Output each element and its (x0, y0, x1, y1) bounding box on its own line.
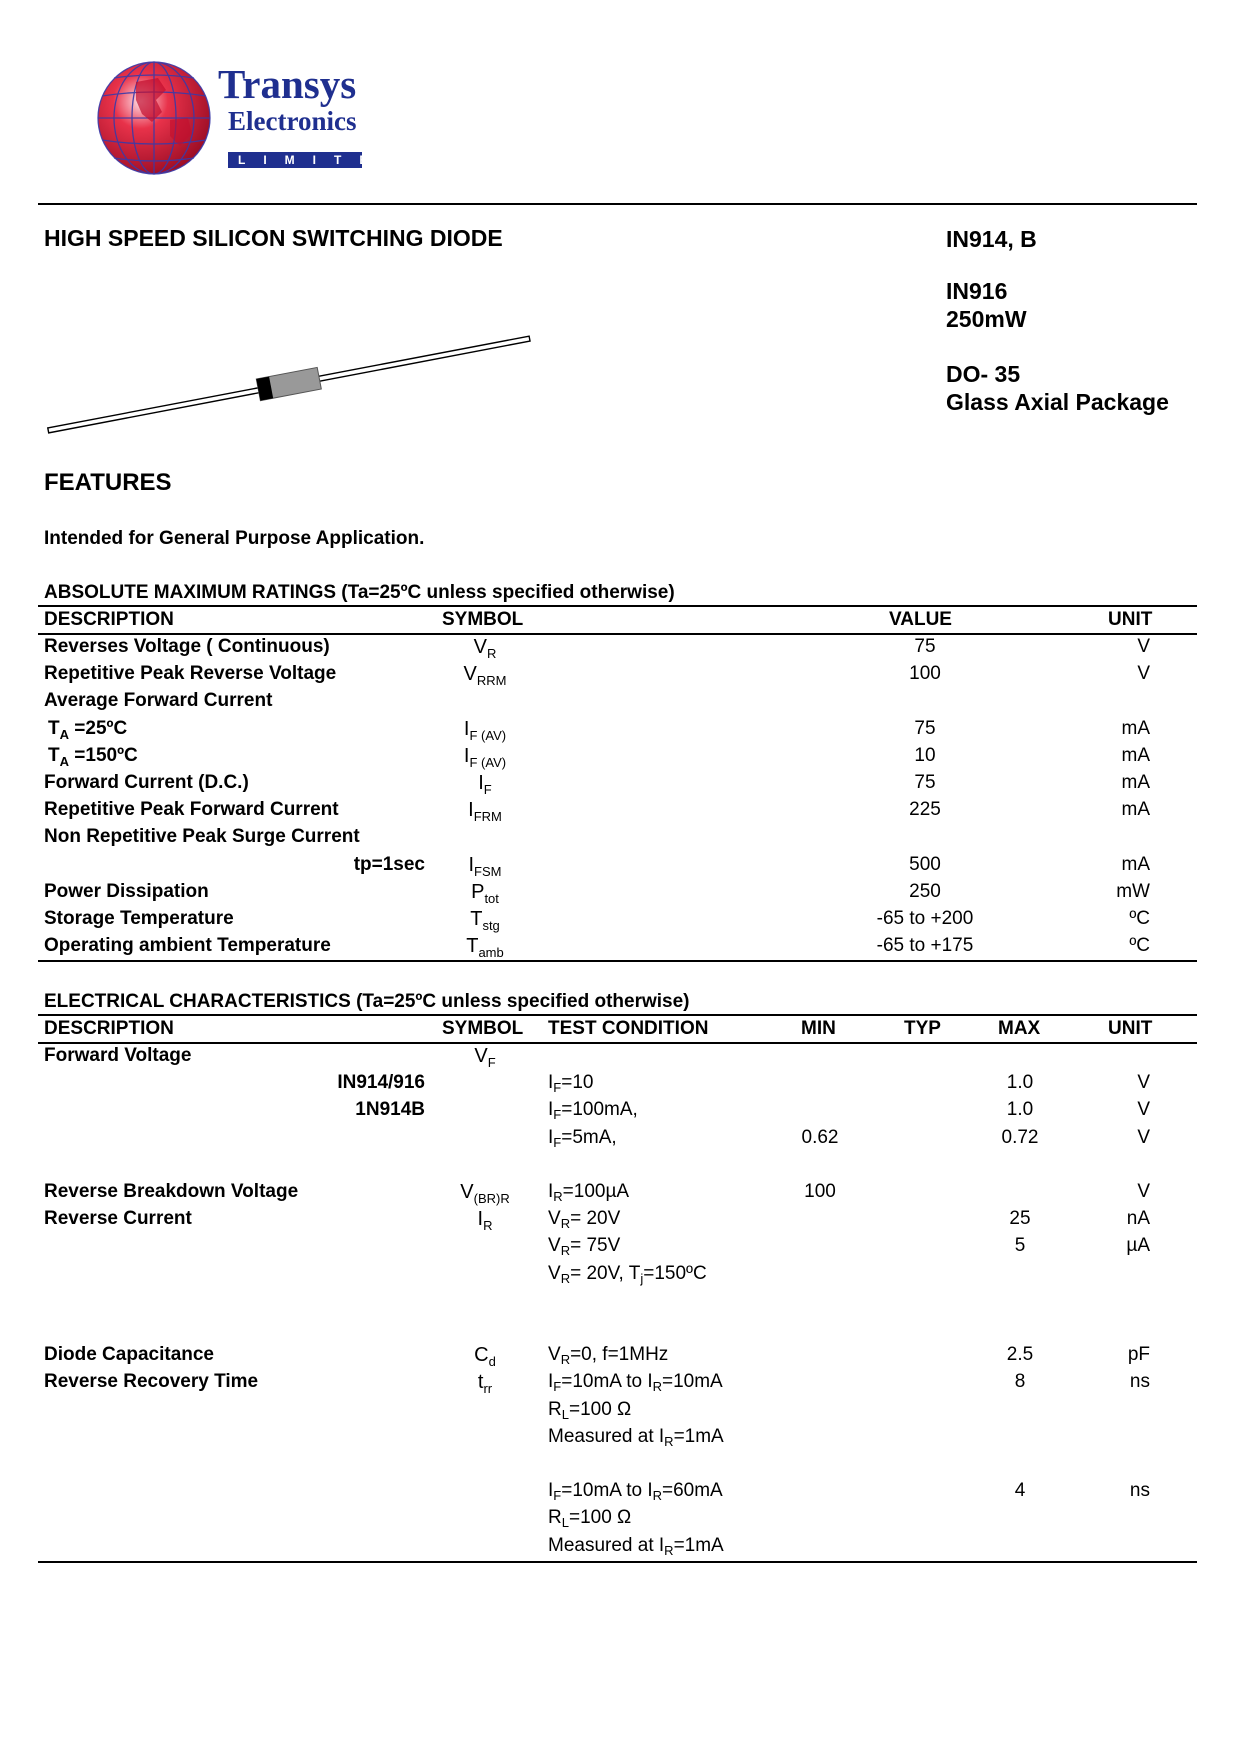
features-heading: FEATURES (44, 469, 172, 496)
table-row (0, 881, 1240, 908)
table-row (0, 1235, 1240, 1262)
table-spacer-row (0, 1290, 1240, 1317)
row-symbol (440, 854, 530, 879)
symbol-subscript: F (AV) (469, 727, 507, 743)
table-row (0, 1399, 1240, 1426)
row-test-condition (548, 1208, 620, 1231)
test-subscript: L (561, 1515, 569, 1531)
row-value: 75 (914, 636, 936, 657)
symbol-subscript: FSM (474, 863, 502, 879)
test-subscript: R (652, 1379, 662, 1395)
symbol-main: V (473, 636, 487, 658)
row-value: -65 to +175 (876, 935, 974, 957)
row-unit: pF (1127, 1344, 1150, 1366)
row-min: 100 (804, 1181, 836, 1202)
table-row (0, 799, 1240, 826)
elec-title: ELECTRICAL CHARACTERISTICS (Ta=25ºC unless specified otherwise) (44, 991, 690, 1012)
abs-col-value: VALUE (889, 609, 952, 630)
diode-package-drawing (44, 330, 534, 440)
row-value: 250 (909, 880, 941, 902)
desc-symbol: T (48, 717, 60, 739)
row-symbol (440, 772, 530, 797)
elec-col-test: TEST CONDITION (548, 1018, 709, 1039)
row-unit: nA (1126, 1208, 1150, 1230)
test-subscript: R (560, 1352, 571, 1368)
package-name: DO- 35 (946, 361, 1021, 387)
test-text: V (548, 1208, 561, 1230)
table-row (0, 1480, 1240, 1507)
row-unit: ºC (1129, 935, 1150, 957)
test-subscript: L (561, 1406, 569, 1422)
abs-col-symbol: SYMBOL (442, 609, 524, 630)
row-description (48, 718, 127, 742)
row-symbol (440, 799, 530, 824)
row-description: Reverse Breakdown Voltage (44, 1181, 299, 1202)
row-symbol (440, 1371, 530, 1396)
abs-max-title: ABSOLUTE MAXIMUM RATINGS (Ta=25ºC unless specified otherwise) (44, 582, 675, 603)
abs-max-bottom-rule (38, 960, 1197, 962)
row-max: 5 (1014, 1235, 1026, 1257)
logo-name: Transys (218, 61, 357, 107)
row-description: Storage Temperature (44, 908, 234, 929)
test-subscript: F (553, 1488, 562, 1504)
desc-subscript: A (59, 726, 69, 742)
row-description: Reverse Recovery Time (44, 1371, 259, 1393)
test-text: I (548, 1181, 554, 1202)
row-description: Repetitive Peak Reverse Voltage (44, 663, 337, 685)
row-symbol (440, 935, 530, 960)
row-description: Diode Capacitance (44, 1344, 214, 1366)
test-subscript: R (560, 1270, 571, 1286)
symbol-main: I (478, 772, 484, 794)
row-test-condition (548, 1072, 593, 1095)
row-unit: V (1137, 1181, 1150, 1202)
abs-col-description: DESCRIPTION (44, 609, 174, 630)
row-test-condition (548, 1507, 631, 1530)
row-max: 1.0 (1006, 1099, 1034, 1121)
row-description-sub: tp=1sec (353, 853, 425, 875)
test-text: V (548, 1262, 561, 1284)
row-unit: V (1137, 636, 1150, 657)
test-subscript: R (664, 1542, 674, 1558)
table-row (0, 1535, 1240, 1562)
row-unit: ns (1129, 1480, 1150, 1502)
symbol-main: V (463, 663, 477, 686)
table-row (0, 1507, 1240, 1534)
table-row (0, 935, 1240, 962)
symbol-subscript: F (487, 1055, 496, 1070)
row-description: Operating ambient Temperature (44, 935, 331, 957)
power-rating: 250mW (946, 306, 1027, 332)
part-number-1: IN914, B (946, 226, 1037, 252)
test-text: I (548, 1099, 554, 1121)
symbol-subscript: tot (484, 890, 499, 906)
table-row (0, 1099, 1240, 1126)
row-unit: V (1137, 1126, 1150, 1148)
test-text: V (548, 1235, 561, 1257)
symbol-main: T (466, 935, 479, 958)
row-unit: mA (1121, 799, 1150, 821)
elec-header-rule (38, 1042, 1197, 1044)
symbol-subscript: FRM (473, 809, 502, 825)
row-value: 100 (909, 663, 941, 685)
elec-col-description: DESCRIPTION (44, 1018, 174, 1039)
package-type: Glass Axial Package (946, 389, 1169, 415)
row-symbol (440, 1181, 530, 1206)
table-spacer-row (0, 1453, 1240, 1480)
test-text: =5mA, (561, 1126, 617, 1148)
row-description-sub: IN914/916 (337, 1072, 425, 1094)
abs-col-unit: UNIT (1108, 609, 1153, 630)
row-unit: mA (1121, 853, 1150, 875)
symbol-subscript: (BR)R (473, 1191, 510, 1206)
test-text: =10mA (662, 1371, 723, 1393)
desc-symbol: T (48, 744, 60, 766)
row-description: Forward Current (D.C.) (44, 772, 249, 793)
table-row (0, 718, 1240, 745)
test-subscript: j (640, 1270, 644, 1286)
row-test-condition (548, 1371, 723, 1394)
table-row (0, 826, 1240, 853)
row-max: 8 (1014, 1371, 1026, 1393)
table-spacer-row (0, 1154, 1240, 1181)
test-text: = 20V, T (570, 1262, 641, 1284)
row-description: Forward Voltage (44, 1045, 192, 1066)
test-subscript: R (553, 1189, 563, 1204)
test-text: =1mA (673, 1534, 724, 1556)
test-text: =100mA, (561, 1099, 638, 1121)
symbol-subscript: d (488, 1354, 496, 1370)
symbol-subscript: F (483, 782, 492, 797)
row-description-sub: 1N914B (355, 1099, 425, 1121)
row-value: 500 (909, 853, 941, 875)
test-text: Measured at I (548, 1425, 665, 1447)
row-test-condition (548, 1480, 723, 1503)
test-text: Measured at I (548, 1534, 665, 1556)
row-unit: V (1137, 663, 1150, 685)
row-description (48, 745, 138, 769)
symbol-subscript: amb (478, 945, 504, 961)
elec-col-symbol: SYMBOL (442, 1018, 524, 1039)
table-row (0, 745, 1240, 772)
row-test-condition (548, 1127, 617, 1150)
test-text: =1mA (673, 1425, 724, 1447)
row-symbol (440, 745, 530, 770)
test-subscript: F (553, 1134, 562, 1150)
row-symbol (440, 881, 530, 906)
row-test-condition (548, 1426, 724, 1449)
test-text: =60mA (662, 1480, 723, 1502)
desc-subscript: A (59, 753, 69, 769)
logo-subname: Electronics (228, 106, 357, 136)
symbol-subscript: R (486, 646, 497, 661)
table-row (0, 1371, 1240, 1398)
test-subscript: F (553, 1379, 562, 1395)
row-symbol (440, 636, 530, 661)
row-symbol (440, 663, 530, 688)
test-text: =0, f=1MHz (570, 1344, 669, 1366)
row-value: 10 (914, 744, 936, 766)
row-unit: mA (1121, 744, 1150, 766)
table-row (0, 1127, 1240, 1154)
test-subscript: F (553, 1107, 562, 1123)
row-value: 225 (909, 799, 941, 821)
row-max: 2.5 (1006, 1344, 1034, 1366)
test-text: I (548, 1126, 554, 1148)
row-max: 25 (1009, 1208, 1031, 1230)
table-row (0, 1072, 1240, 1099)
test-subscript: R (652, 1488, 662, 1504)
row-min: 0.62 (801, 1126, 839, 1148)
row-symbol (440, 1208, 530, 1233)
table-row (0, 1426, 1240, 1453)
table-row (0, 1045, 1240, 1072)
table-row (0, 636, 1240, 663)
elec-col-min: MIN (801, 1018, 836, 1039)
symbol-subscript: RRM (476, 673, 507, 689)
row-description: Power Dissipation (44, 880, 209, 902)
test-text: R (548, 1507, 562, 1529)
row-description: Reverses Voltage ( Continuous) (44, 636, 330, 657)
row-test-condition (548, 1235, 620, 1258)
row-value: 75 (914, 772, 936, 793)
test-text: =100µA (562, 1181, 630, 1202)
company-logo (96, 60, 412, 180)
row-symbol (440, 718, 530, 743)
symbol-main: I (463, 717, 470, 740)
test-subscript: R (664, 1433, 674, 1449)
logo-limited-bar: LIMITED (228, 152, 362, 168)
symbol-subscript: F (AV) (469, 754, 507, 770)
table-row (0, 1344, 1240, 1371)
table-row (0, 854, 1240, 881)
test-subscript: R (560, 1243, 571, 1259)
table-row (0, 663, 1240, 690)
abs-max-top-rule (38, 605, 1197, 607)
row-symbol (440, 1344, 530, 1369)
table-row (0, 1208, 1240, 1235)
test-subscript: F (553, 1080, 562, 1096)
symbol-main: I (477, 1208, 484, 1231)
row-test-condition (548, 1399, 631, 1422)
elec-top-rule (38, 1014, 1197, 1016)
table-spacer-row (0, 1317, 1240, 1344)
table-row (0, 908, 1240, 935)
test-text: =150ºC (643, 1262, 707, 1284)
test-text: R (548, 1398, 562, 1420)
row-max: 1.0 (1006, 1072, 1034, 1094)
features-text: Intended for General Purpose Application. (44, 528, 425, 549)
test-text: =10 (561, 1072, 594, 1094)
test-text: I (548, 1371, 554, 1393)
row-test-condition (548, 1535, 724, 1558)
globe-icon (96, 60, 212, 176)
row-max: 4 (1014, 1480, 1026, 1502)
row-value: 75 (914, 717, 936, 739)
symbol-subscript: R (483, 1218, 493, 1234)
test-text: V (548, 1344, 561, 1366)
row-max: 0.72 (1001, 1126, 1039, 1148)
row-unit: µA (1126, 1235, 1150, 1257)
row-test-condition (548, 1344, 668, 1367)
test-subscript: R (560, 1216, 571, 1232)
table-row (0, 772, 1240, 799)
row-unit: mW (1116, 880, 1150, 902)
table-row (0, 1181, 1240, 1208)
row-description: Repetitive Peak Forward Current (44, 799, 339, 821)
symbol-main: t (477, 1371, 484, 1394)
test-text: =10mA to I (561, 1480, 653, 1502)
symbol-main: C (474, 1344, 489, 1367)
symbol-subscript: stg (482, 918, 500, 933)
symbol-main: T (470, 908, 483, 930)
test-text: =100 Ω (568, 1507, 632, 1529)
test-text: =100 Ω (568, 1398, 632, 1420)
desc-tail: =150ºC (69, 744, 138, 766)
symbol-main: P (471, 880, 485, 903)
row-test-condition (548, 1099, 638, 1122)
desc-tail: =25ºC (69, 717, 128, 739)
table-row (0, 690, 1240, 717)
table-row (0, 1263, 1240, 1290)
row-description: Non Repetitive Peak Surge Current (44, 826, 360, 848)
symbol-main: V (474, 1045, 488, 1067)
row-test-condition (548, 1181, 629, 1204)
symbol-main: I (468, 799, 474, 822)
elec-col-typ: TYP (904, 1018, 941, 1039)
elec-col-unit: UNIT (1108, 1018, 1153, 1039)
header-rule (38, 203, 1197, 205)
test-text: = 75V (570, 1235, 621, 1257)
row-unit: V (1137, 1072, 1150, 1094)
test-text: I (548, 1072, 554, 1094)
elec-bottom-rule (38, 1561, 1197, 1563)
page-title: HIGH SPEED SILICON SWITCHING DIODE (44, 225, 503, 251)
symbol-main: I (463, 744, 470, 767)
elec-col-max: MAX (998, 1018, 1041, 1039)
symbol-main: I (468, 853, 475, 876)
row-unit: mA (1121, 772, 1150, 793)
row-description: Average Forward Current (44, 690, 273, 712)
row-value: -65 to +200 (876, 908, 974, 929)
row-symbol (440, 908, 530, 933)
symbol-subscript: rr (483, 1381, 493, 1397)
row-unit: mA (1121, 717, 1150, 739)
test-text: I (548, 1480, 554, 1502)
row-unit: ºC (1129, 908, 1150, 929)
symbol-main: V (460, 1181, 474, 1203)
abs-max-header-rule (38, 633, 1197, 635)
row-test-condition (548, 1263, 707, 1286)
row-unit: ns (1129, 1371, 1150, 1393)
test-text: = 20V (570, 1208, 621, 1230)
row-description: Reverse Current (44, 1208, 192, 1230)
row-unit: V (1137, 1099, 1150, 1121)
row-symbol (440, 1045, 530, 1070)
test-text: =10mA to I (561, 1371, 653, 1393)
part-number-2: IN916 (946, 278, 1008, 304)
